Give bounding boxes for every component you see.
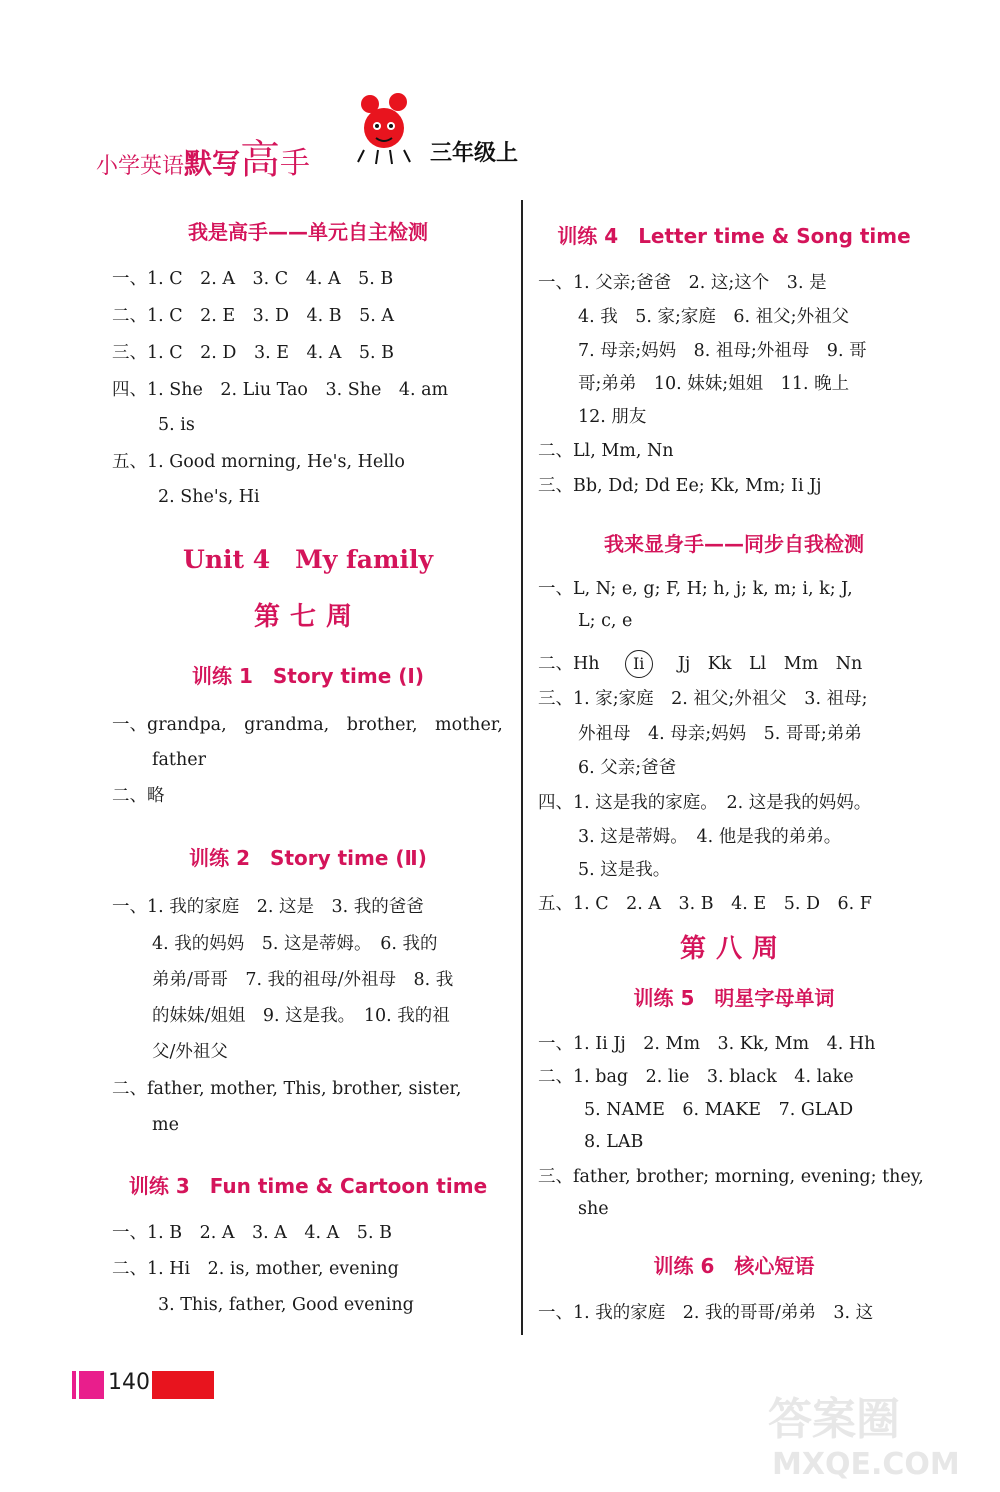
exercise-title: 训练 6 核心短语: [653, 1254, 815, 1278]
answer-line: 一、1. 父亲;爸爸 2. 这;这个 3. 是: [538, 273, 827, 293]
book-title-part: 高: [240, 137, 281, 183]
answer-line: 外祖母 4. 母亲;妈妈 5. 哥哥;弟弟: [578, 724, 862, 744]
answer-line: 的妹妹/姐姐 9. 这是我。 10. 我的祖: [152, 1006, 450, 1026]
answer-line: 四、1. She 2. Liu Tao 3. She 4. am: [112, 380, 449, 400]
exercise-title: 训练 1 Story time (Ⅰ): [192, 664, 424, 688]
circled-answer: Ii: [625, 650, 653, 678]
book-title-part: 默写: [184, 147, 241, 180]
answer-line: me: [152, 1115, 179, 1135]
watermark-text: 答案圈: [768, 1394, 900, 1445]
exercise-title: 训练 5 明星字母单词: [633, 986, 835, 1010]
section-title: 我来显身手——同步自我检测: [604, 532, 864, 556]
answer-line: 三、father, brother; morning, evening; they,: [538, 1167, 924, 1187]
answer-line: 4. 我的妈妈 5. 这是蒂姆。 6. 我的: [152, 934, 438, 954]
answer-line: 6. 父亲;爸爸: [578, 758, 677, 778]
watermark-url: MXQE.COM: [772, 1447, 960, 1482]
book-title-part: 小学英语: [96, 154, 185, 179]
column-divider: [521, 200, 523, 1335]
answer-line: 三、Bb, Dd; Dd Ee; Kk, Mm; Ii Jj: [538, 476, 822, 496]
page-header: [96, 88, 576, 183]
answer-line: 一、1. 我的家庭 2. 这是 3. 我的爸爸: [112, 897, 424, 917]
answer-line: 一、1. Ii Jj 2. Mm 3. Kk, Mm 4. Hh: [538, 1034, 876, 1054]
answer-line: 一、1. 我的家庭 2. 我的哥哥/弟弟 3. 这: [538, 1303, 874, 1323]
answer-line: 7. 母亲;妈妈 8. 祖母;外祖母 9. 哥: [578, 341, 867, 361]
watermark-logo: [758, 1382, 988, 1482]
answer-line: 二、father, mother, This, brother, sister,: [112, 1079, 462, 1099]
answer-line: 一、grandpa, grandma, brother, mother,: [112, 715, 503, 735]
answer-line: [538, 650, 862, 678]
answer-line: L; c, e: [578, 611, 633, 631]
answer-line: 3. 这是蒂姆。 4. 他是我的弟弟。: [578, 827, 842, 847]
answer-line: 12. 朋友: [578, 407, 647, 427]
answer-line: 5. 这是我。: [578, 860, 671, 880]
answer-line: 一、1. C 2. A 3. C 4. A 5. B: [112, 269, 394, 289]
answer-line: 五、1. Good morning, He's, Hello: [112, 452, 405, 472]
exercise-title: 训练 2 Story time (Ⅱ): [189, 846, 427, 870]
answer-line: 四、1. 这是我的家庭。 2. 这是我的妈妈。: [538, 793, 872, 813]
answer-text: Jj Kk Ll Mm Nn: [677, 654, 863, 674]
answer-line: 弟弟/哥哥 7. 我的祖母/外祖母 8. 我: [152, 970, 454, 990]
answer-line: 哥;弟弟 10. 妹妹;姐姐 11. 晚上: [578, 374, 850, 394]
answer-text: 二、Hh: [538, 654, 600, 674]
grade-label: 三年级上: [430, 141, 519, 166]
answer-line: 二、1. Hi 2. is, mother, evening: [112, 1259, 399, 1279]
book-title-part: 手: [280, 146, 311, 181]
exercise-title: 训练 3 Fun time & Cartoon time: [128, 1174, 488, 1198]
answer-line: 父/外祖父: [152, 1042, 228, 1062]
mascot-logo-icon: [348, 88, 420, 168]
footer-red-block: [152, 1371, 214, 1399]
answer-line: 4. 我 5. 家;家庭 6. 祖父;外祖父: [578, 307, 850, 327]
answer-line: 三、1. 家;家庭 2. 祖父;外祖父 3. 祖母;: [538, 689, 868, 709]
answer-line: 5. is: [158, 415, 195, 435]
answer-line: 二、1. bag 2. lie 3. black 4. lake: [538, 1067, 854, 1087]
book-title: [96, 128, 310, 185]
answer-line: 二、1. C 2. E 3. D 4. B 5. A: [112, 306, 394, 326]
answer-line: 三、1. C 2. D 3. E 4. A 5. B: [112, 343, 394, 363]
answer-line: 二、略: [112, 786, 165, 806]
footer-accent-stripe: [76, 1371, 79, 1399]
unit-title: Unit 4 My family: [183, 545, 433, 574]
answer-line: 二、Ll, Mm, Nn: [538, 441, 674, 461]
answer-line: father: [152, 750, 206, 770]
answer-line: 3. This, father, Good evening: [158, 1295, 414, 1315]
answer-line: 五、1. C 2. A 3. B 4. E 5. D 6. F: [538, 894, 872, 914]
section-title: 我是高手——单元自主检测: [188, 220, 428, 244]
answer-line: 5. NAME 6. MAKE 7. GLAD: [584, 1100, 854, 1120]
answer-line: 一、L, N; e, g; F, H; h, j; k, m; i, k; J,: [538, 579, 853, 599]
answer-line: 一、1. B 2. A 3. A 4. A 5. B: [112, 1223, 392, 1243]
exercise-title: 训练 4 Letter time & Song time: [557, 224, 911, 248]
answer-line: 8. LAB: [584, 1132, 644, 1152]
answer-line: she: [578, 1199, 609, 1219]
week-title: 第七周: [253, 602, 362, 632]
page-number: 140: [108, 1370, 150, 1395]
answer-line: 2. She's, Hi: [158, 487, 260, 507]
week-title: 第八周: [679, 934, 788, 964]
